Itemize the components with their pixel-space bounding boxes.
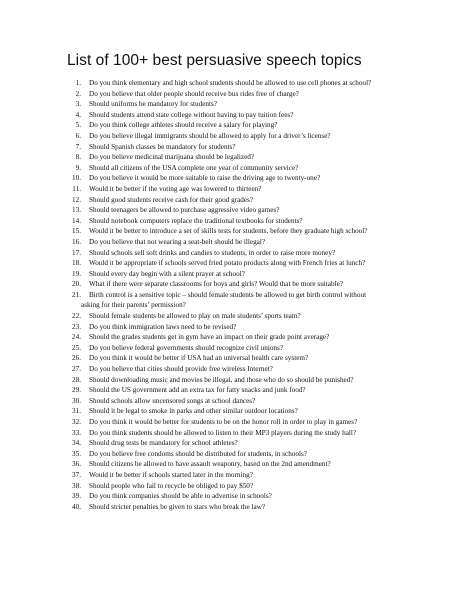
topic-item <box>0 364 474 375</box>
topic-text-line: Do you think companies should be able to advertise in schools? <box>89 492 272 501</box>
topic-text-line: Should people who fail to recycle be obliged to pay $50? <box>89 481 254 490</box>
topic-text <box>89 406 409 417</box>
topic-text <box>89 216 409 227</box>
topic-number: 32. <box>72 418 81 426</box>
topic-item <box>0 343 474 354</box>
topic-number: 40. <box>72 502 81 511</box>
topic-item <box>0 120 474 131</box>
topic-text-line: Should citizens be allowed to have assault weaponry, based on the 2nd amendment? <box>89 460 331 469</box>
topic-item <box>0 184 474 195</box>
topic-text <box>89 226 409 237</box>
topic-text-line: Should Spanish classes be mandatory for students? <box>89 142 236 151</box>
topic-number: 24. <box>72 333 81 342</box>
topic-item <box>0 396 474 407</box>
topic-text <box>89 385 409 396</box>
topic-text-line: Do you believe that older people should receive bus rides free of charge? <box>89 89 299 98</box>
topic-text <box>89 237 409 248</box>
topic-text <box>89 322 409 333</box>
topic-number: 3. <box>75 100 81 109</box>
topic-item <box>0 491 474 502</box>
topic-item <box>0 406 474 417</box>
topic-item <box>0 258 474 269</box>
topic-text-line: Would it be better to introduce a set of skills tests for students, before they graduate high school? <box>89 227 368 236</box>
topic-text <box>89 364 409 375</box>
topic-number: 18. <box>72 259 81 268</box>
topic-text-line: Should good students receive cash for their good grades? <box>89 195 254 204</box>
topic-number: 26. <box>72 354 81 363</box>
topic-text-line: Should uniforms be mandatory for students? <box>89 100 217 109</box>
topic-item <box>0 481 474 492</box>
topic-number: 20. <box>72 280 81 289</box>
topic-item <box>0 110 474 121</box>
topic-text-line: Do you believe that not wearing a seat-belt should be illegal? <box>89 237 266 246</box>
topic-text-line: Do you think it would be better if USA had an universal health care system? <box>89 354 309 363</box>
topic-number: 16. <box>72 237 81 246</box>
topic-item <box>0 375 474 386</box>
topic-text <box>89 78 409 89</box>
topic-number: 30. <box>72 396 81 405</box>
topic-text-line: Should every day begin with a silent prayer at school? <box>89 269 245 278</box>
topic-number: 11. <box>72 184 81 193</box>
topic-number: 15. <box>72 227 81 236</box>
topic-text <box>89 248 409 259</box>
topic-item <box>0 438 474 449</box>
topic-text <box>89 142 409 153</box>
topic-text <box>89 332 409 343</box>
topic-text <box>89 481 409 492</box>
topic-number: 8. <box>75 153 81 162</box>
topic-list <box>0 78 474 512</box>
topic-text-line: Birth control is a sensitive topic – should female students be allowed to get birth control without <box>89 290 367 299</box>
topic-text-line: Do you think it would be better for students to be on the honor roll in order to play in games? <box>89 418 358 426</box>
topic-item <box>0 470 474 481</box>
topic-item <box>0 322 474 333</box>
topic-text-line: Do you believe federal governments should recognize civil unions? <box>89 343 284 352</box>
topic-number: 23. <box>72 322 81 331</box>
topic-text-line: Should it be legal to smoke in parks and other similar outdoor locations? <box>89 407 298 416</box>
topic-text-line: Do you believe it would be more suitable to raise the driving age to twenty-one? <box>89 174 321 183</box>
topic-item <box>0 78 474 89</box>
topic-text <box>89 173 409 184</box>
topic-number: 1. <box>75 79 81 87</box>
topic-text-line: Should notebook computers replace the traditional textbooks for students? <box>89 216 303 225</box>
topic-text-line: Should female students be allowed to play on male students’ sports team? <box>89 312 301 321</box>
topic-text <box>89 311 409 322</box>
topic-item <box>0 385 474 396</box>
topic-text-line: Do you believe free condoms should be distributed for students, in schools? <box>89 449 307 458</box>
topic-text <box>89 438 409 449</box>
topic-text <box>89 459 409 470</box>
topic-text <box>89 110 409 121</box>
topic-text-line: Do you believe that cities should provide free wireless Internet? <box>89 365 273 374</box>
topic-item <box>0 152 474 163</box>
topic-number: 12. <box>72 195 81 204</box>
topic-text <box>89 279 409 290</box>
topic-number: 9. <box>75 163 81 172</box>
topic-text <box>89 449 409 460</box>
topic-text <box>89 491 409 502</box>
topic-text <box>89 152 409 163</box>
topic-item <box>0 142 474 153</box>
topic-text-line: Should teenagers be allowed to purchase aggressive video games? <box>89 206 280 215</box>
topic-text-line: Do you think immigration laws need to be revised? <box>89 322 237 331</box>
topic-item <box>0 89 474 100</box>
topic-number: 17. <box>72 248 81 257</box>
topic-text <box>89 163 409 174</box>
topic-number: 21. <box>72 290 81 299</box>
topic-number: 14. <box>72 216 81 225</box>
topic-item <box>0 237 474 248</box>
topic-text <box>89 195 409 206</box>
topic-number: 33. <box>72 428 81 437</box>
topic-item <box>0 279 474 290</box>
topic-number: 13. <box>72 206 81 215</box>
topic-text <box>89 417 409 428</box>
topic-text <box>89 120 409 131</box>
topic-item <box>0 269 474 280</box>
topic-number: 27. <box>72 365 81 374</box>
topic-number: 39. <box>72 492 81 501</box>
topic-item <box>0 195 474 206</box>
topic-text <box>89 131 409 142</box>
topic-number: 35. <box>72 449 81 458</box>
topic-text-line: Do you believe illegal immigrants should be allowed to apply for a driver’s license? <box>89 131 331 140</box>
topic-text-line: Should all citizens of the USA complete one year of community service? <box>89 163 299 172</box>
topic-text-line: Should stricter penalties be given to stars who break the law? <box>89 502 266 511</box>
topic-text-line: Should downloading music and movies be illegal, and those who do so should be punished? <box>89 375 354 384</box>
topic-text-line: Should schools allow uncensored songs at school dances? <box>89 396 256 405</box>
topic-item <box>0 459 474 470</box>
topic-text-line: Would it be appropriate if schools served fried potato products along with French fries at lunch? <box>89 259 366 268</box>
topic-text <box>89 428 409 439</box>
topic-text-line: Would it be better if the voting age was lowered to thirteen? <box>89 184 262 193</box>
topic-number: 34. <box>72 439 81 448</box>
topic-text-line: Should the grades students get in gym have an impact on their grade point average? <box>89 333 330 342</box>
topic-text <box>89 396 409 407</box>
topic-text <box>89 205 409 216</box>
topic-number: 28. <box>72 375 81 384</box>
topic-text <box>89 184 409 195</box>
topic-number: 36. <box>72 460 81 469</box>
topic-text <box>89 99 409 110</box>
topic-item <box>0 311 474 322</box>
topic-item <box>0 332 474 343</box>
topic-text-line: Do you think college athletes should receive a salary for playing? <box>89 121 278 130</box>
topic-number: 7. <box>75 142 81 151</box>
topic-number: 6. <box>75 131 81 140</box>
topic-text <box>89 258 409 269</box>
topic-item <box>0 131 474 142</box>
topic-item <box>0 226 474 237</box>
topic-text-line: Do you believe medicinal marijuana should be legalized? <box>89 153 255 162</box>
topic-text <box>89 502 409 513</box>
topic-item <box>0 163 474 174</box>
topic-text <box>89 375 409 386</box>
topic-item <box>0 99 474 110</box>
topic-number: 4. <box>75 110 81 119</box>
topic-number: 38. <box>72 481 81 490</box>
topic-number: 31. <box>72 407 81 416</box>
topic-text-line: What if there were separate classrooms for boys and girls? Would that be more suitable? <box>89 280 343 289</box>
topic-text-line: Should the US government add an extra tax for fatty snacks and junk food? <box>89 386 306 395</box>
topic-number: 29. <box>72 386 81 395</box>
page-title: List of 100+ best persuasive speech topics <box>67 52 362 69</box>
topic-text-line: Would it be better if schools started later in the morning? <box>89 470 253 479</box>
topic-number: 10. <box>72 174 81 183</box>
topic-text-line: Do you think elementary and high school students should be allowed to use cell phones at school? <box>89 79 372 87</box>
topic-text <box>89 269 409 280</box>
topic-text <box>89 343 409 354</box>
topic-number: 2. <box>75 89 81 98</box>
topic-text <box>81 290 409 311</box>
topic-item <box>0 216 474 227</box>
topic-item <box>0 353 474 364</box>
topic-item <box>0 173 474 184</box>
topic-text-line: Should students attend state college without having to pay tuition fees? <box>89 110 294 119</box>
topic-text <box>89 89 409 100</box>
topic-item <box>0 290 474 311</box>
topic-text-line: Should drug tests be mandatory for school athletes? <box>89 439 238 448</box>
topic-number: 37. <box>72 470 81 479</box>
topic-text-continuation: asking for their parents’ permission? <box>81 301 186 310</box>
topic-item <box>0 417 474 428</box>
topic-item <box>0 205 474 216</box>
topic-item <box>0 428 474 439</box>
topic-item <box>0 248 474 259</box>
topic-text <box>89 353 409 364</box>
topic-item <box>0 502 474 513</box>
topic-number: 5. <box>75 121 81 130</box>
topic-number: 25. <box>72 343 81 352</box>
topic-number: 22. <box>72 312 81 321</box>
topic-text <box>89 470 409 481</box>
topic-number: 19. <box>72 269 81 278</box>
topic-text-line: Should schools sell soft drinks and candies to students, in order to raise more money? <box>89 248 336 257</box>
topic-text-line: Do you think students should be allowed to listen to their MP3 players during the study hall? <box>89 428 357 437</box>
topic-item <box>0 449 474 460</box>
